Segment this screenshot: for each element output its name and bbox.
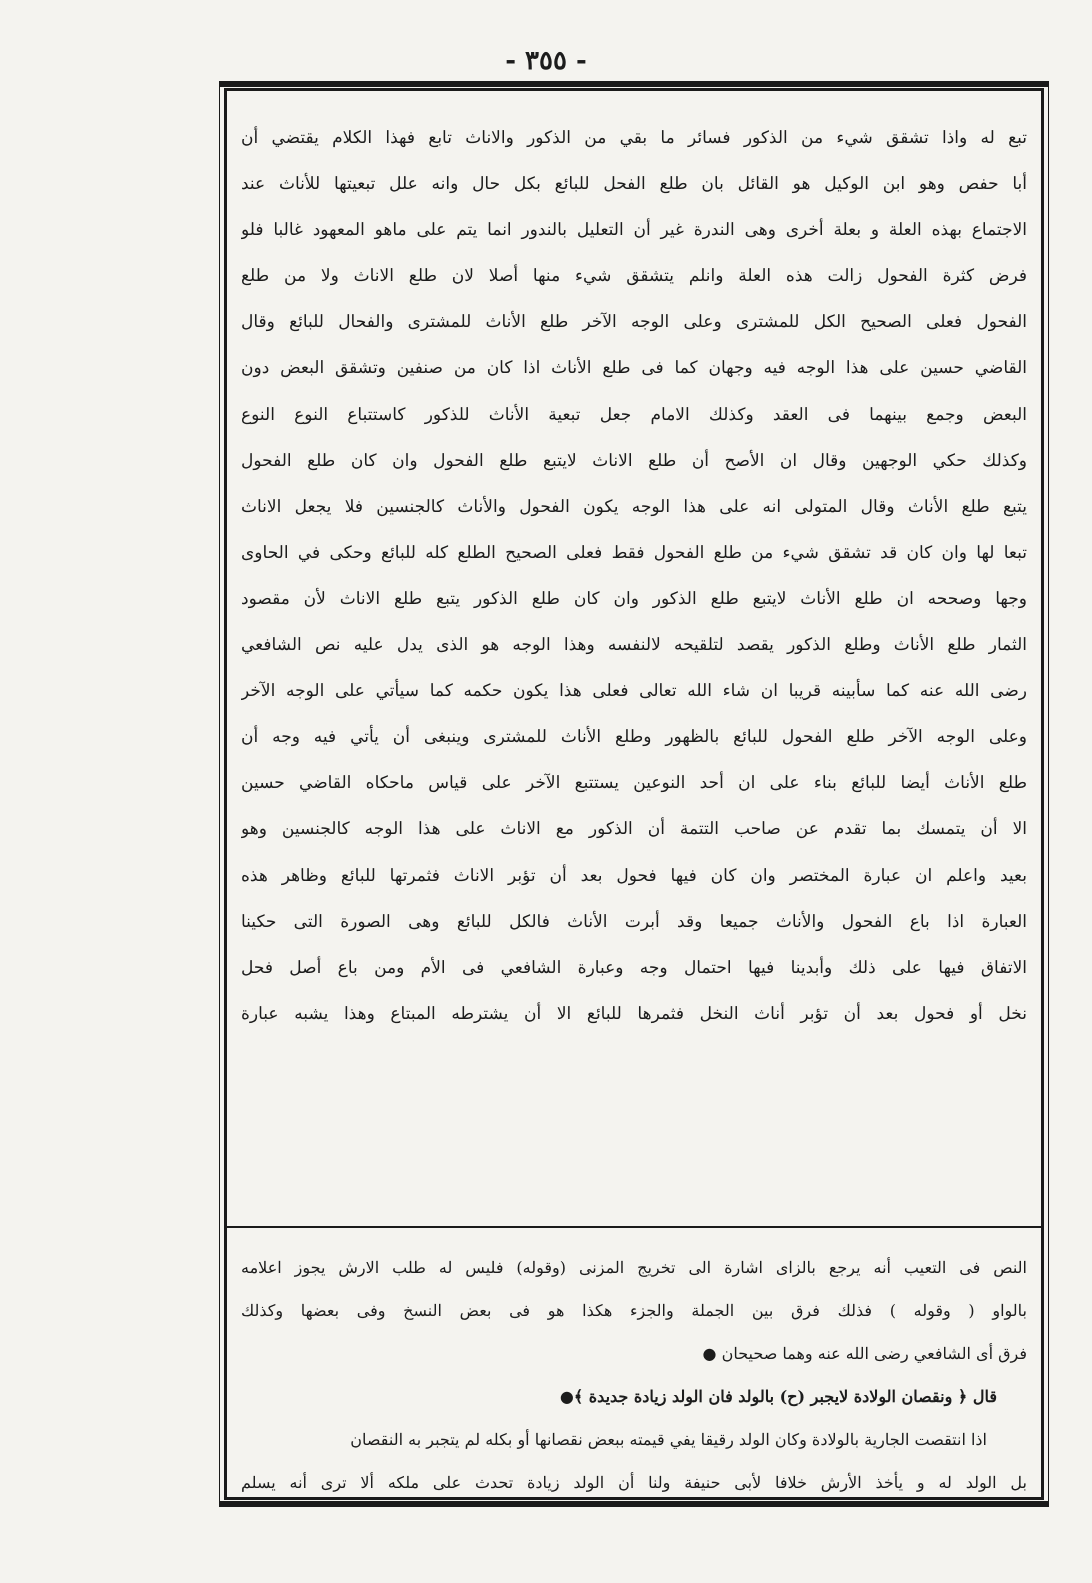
text-line: فرض كثرة الفحول زالت هذه العلة وانلم يتشقق شيء منها أصلا لان طلع الاناث ولا من طلع (241, 266, 1027, 287)
commentary-line: فرق أى الشافعي رضى الله عنه وهما صحيحان ● (702, 1344, 1027, 1363)
commentary-body-line: بل الولد له و يأخذ الأرش خلافا لأبى حنيفة ولنا أن الولد زيادة تحدث على ملكه ألا ترى أنه يسلم (241, 1473, 1027, 1492)
text-line: العبارة اذا باع الفحول والأناث جميعا وقد أبرت الأناث فالكل للبائع وهى الصورة التى حكينا (241, 911, 1027, 932)
text-line: وجها وصححه ان طلع الأناث لايتبع طلع الذكور وان كان طلع الذكور يتبع طلع الاناث لأن مقصود (241, 588, 1027, 609)
commentary-body-line: اذا انتقصت الجارية بالولادة وكان الولد رقيقا يفي قيمته ببعض نقصانها أو بكله لم يتجبر به النقصان (350, 1430, 987, 1449)
text-line: نخل أو فحول بعد أن تؤبر أناث النخل فثمرها للبائع الا أن يشترطه المبتاع وهذا يشبه عبارة (241, 1003, 1027, 1024)
commentary-block (241, 1246, 1027, 1492)
text-line: أبا حفص وهو ابن الوكيل هو القائل بان طلع الفحل للبائع بكل حال وانه علل تبعيتها للأناث عند (241, 174, 1027, 195)
text-line: رضى الله عنه كما سأبينه قريبا ان شاء الله تعالى فعلى هذا يكون حكمه كما سيأتي على الوجه الآخر (241, 681, 1027, 702)
page-frame (224, 88, 1044, 1500)
text-line: تبعا لها وان كان قد تشقق شيء من طلع الفحول فقط فعلى الصحيح الطلع كله للبائع وحكى في الحاوى (241, 542, 1027, 563)
text-line: القاضي حسين على هذا الوجه فيه وجهان كما فى طلع الأناث اذا كان من صنفين وتشقق البعض دون (241, 358, 1027, 379)
text-line: وكذلك حكي الوجهين وقال ان الأصح أن طلع الاناث لايتبع طلع الفحول وان كان طلع الفحول (241, 450, 1027, 471)
commentary-line: النص فى التعيب أنه يرجع بالزاى اشارة الى تخريج المزنى (وقوله) فليس له طلب الارش يجوز اعلامه (241, 1258, 1027, 1277)
commentary-line: بالواو ( وقوله ) فذلك فرق بين الجملة والجزء هكذا هو فى بعض النسخ وفى بعضها وكذلك (241, 1301, 1027, 1320)
text-line: الاتفاق فيها على ذلك وأبدينا فيها احتمال وجه وعبارة الشافعي فى الأم ومن باع أصل فحل (241, 957, 1027, 978)
text-line: الا أن يتمسك بما تقدم عن صاحب التتمة أن الذكور مع الاناث على هذا الوجه كالجنسين وهو (241, 819, 1027, 840)
text-line: البعض وجمع بينهما فى العقد وكذلك الامام جعل تبعية الأناث للذكور كاستتباع النوع النوع (241, 404, 1027, 425)
text-line: تبع له واذا تشقق شيء من الذكور فسائر ما بقي من الذكور والاناث تابع فهذا الكلام يقتضي أن (241, 128, 1027, 148)
text-line: طلع الأناث أيضا للبائع بناء على ان أحد النوعين يستتبع الآخر على قياس ماحكاه القاضي حسين (241, 773, 1027, 794)
text-line: الثمار طلع الأناث وطلع الذكور يقصد لتلقيحه لالنفسه وهذا الوجه هو الذى يدل عليه نص الشافعي (241, 635, 1027, 656)
text-line: الاجتماع بهذه العلة و بعلة أخرى وهى الندرة غير أن التعليل بالندور انما يتم على ماهو المعهود غالبا فلو (241, 220, 1027, 241)
page-number: - ٣٥٥ - (505, 46, 587, 76)
text-line: بعيد واعلم ان عبارة المختصر وان كان فيها فحول بعد أن تؤبر الاناث فثمرتها للبائع وظاهر هذه (241, 865, 1027, 886)
text-line: يتبع طلع الأناث وقال المتولى انه على هذا الوجه يكون الفحول والأناث كالجنسين فلا يجعل الاناث (241, 496, 1027, 517)
section-heading: قال ﴿ ونقصان الولادة لايجبر (ح) بالولد فان الولد زيادة جديدة ﴾● (559, 1387, 997, 1406)
text-line: وعلى الوجه الآخر طلع الفحول للبائع بالظهور وطلع الأناث للمشترى وينبغى أن يأتي فيه وجه أن (241, 727, 1027, 748)
text-line: الفحول فعلى الصحيح الكل للمشترى وعلى الوجه الآخر طلع الأناث للمشترى والفحال للبائع وقال (241, 312, 1027, 333)
section-divider (227, 1226, 1041, 1228)
main-text-block (241, 115, 1027, 1215)
